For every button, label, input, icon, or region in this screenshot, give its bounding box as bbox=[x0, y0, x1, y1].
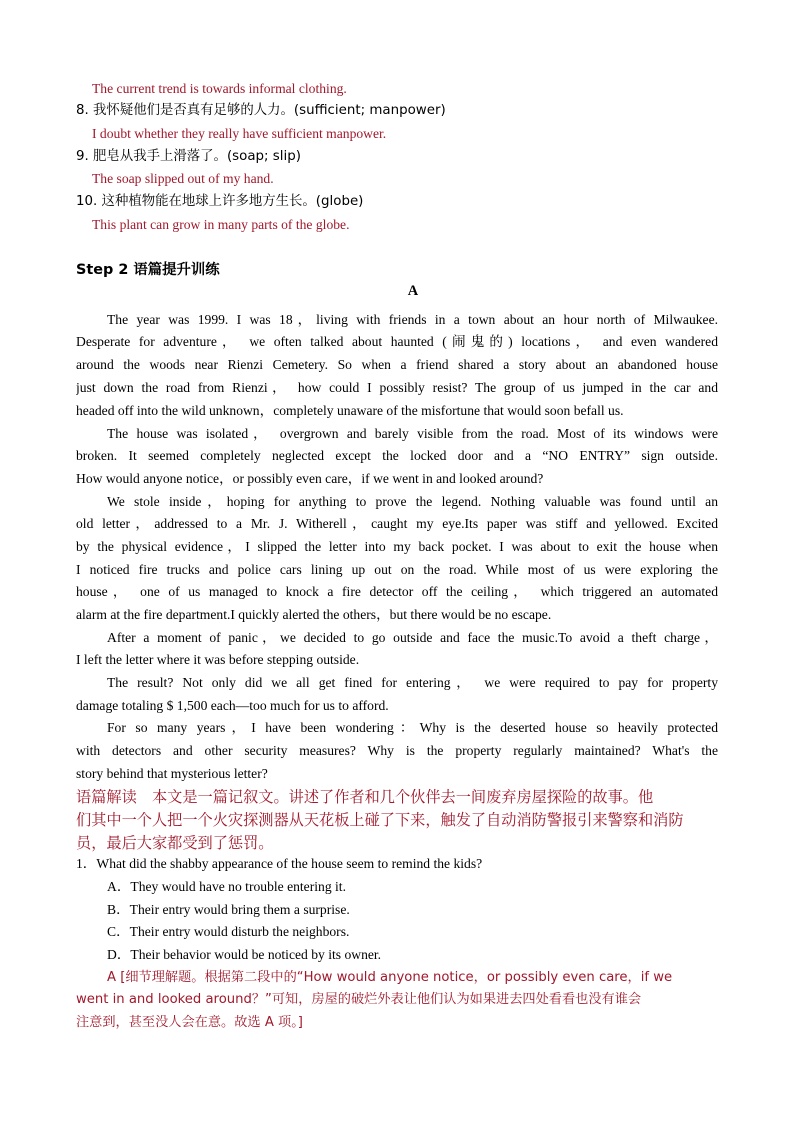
passage-line: For so many years，I have been wondering：Why is the deserted house so heavily protected bbox=[107, 720, 718, 735]
passage-line: headed off into the wild unknown，completely unaware of the misfortune that would soon befall us. bbox=[76, 403, 624, 418]
translation-prompt-8: 8. 我怀疑他们是否真有足够的人力。(sufficient; manpower) bbox=[76, 103, 446, 118]
option-a: A．They would have no trouble entering it. bbox=[107, 879, 346, 894]
analysis-line-2: 们其中一个人把一个火灾探测器从天花板上碰了下来，触发了自动消防警报引来警察和消防 bbox=[76, 811, 684, 829]
translation-answer-8: I doubt whether they really have sufficient manpower. bbox=[92, 126, 387, 141]
passage-line: by the physical evidence，I slipped the letter into my back pocket. I was about to exit the house when bbox=[76, 539, 718, 554]
option-b: B．Their entry would bring them a surprise. bbox=[107, 902, 350, 917]
passage-line: The house was isolated， overgrown and barely visible from the road. Most of its windows were bbox=[107, 426, 718, 441]
question-stem: 1．What did the shabby appearance of the house seem to remind the kids? bbox=[76, 856, 483, 871]
translation-prompt-9: 9. 肥皂从我手上滑落了。(soap; slip) bbox=[76, 149, 301, 164]
passage-line: After a moment of panic，we decided to go outside and face the music.To avoid a theft charge， bbox=[107, 630, 718, 645]
translation-answer-9: The soap slipped out of my hand. bbox=[92, 171, 274, 186]
passage-line: around the woods near Rienzi Cemetery. So when a friend shared a story about an abandoned house bbox=[76, 357, 718, 372]
passage-line: The year was 1999. I was 18，living with friends in a town about an hour north of Milwaukee. bbox=[107, 312, 718, 327]
passage-line: story behind that mysterious letter? bbox=[76, 766, 268, 781]
passage-label: A bbox=[407, 283, 419, 299]
passage-line: broken. It seemed completely neglected except the locked door and a “NO ENTRY” sign outside. bbox=[76, 448, 718, 463]
answer-line-2: went in and looked around？”可知，房屋的破烂外表让他们认为如果进去四处看看也没有谁会 bbox=[76, 992, 642, 1007]
answer-line-1: A [细节理解题。根据第二段中的“How would anyone notice，or possibly even care，if we bbox=[107, 970, 673, 985]
passage-line: How would anyone notice，or possibly even care，if we went in and looked around? bbox=[76, 471, 544, 486]
answer-line-3: 注意到，甚至没人会在意。故选 A 项。] bbox=[76, 1015, 303, 1030]
passage-line: old letter，addressed to a Mr. J. Witherell，caught my eye.Its paper was stiff and yellowed. Excited bbox=[76, 516, 718, 531]
option-c: C．Their entry would disturb the neighbors. bbox=[107, 924, 350, 939]
translation-prompt-10: 10. 这种植物能在地球上许多地方生长。(globe) bbox=[76, 194, 364, 209]
passage-line: We stole inside，hoping for anything to prove the legend. Nothing valuable was found until an bbox=[107, 494, 718, 509]
passage-line: The result? Not only did we all get fined for entering， we were required to pay for property bbox=[107, 675, 718, 690]
prev-answer: The current trend is towards informal clothing. bbox=[92, 81, 347, 96]
analysis-line-3: 员，最后大家都受到了惩罚。 bbox=[76, 834, 274, 852]
passage-line: with detectors and other security measures? Why is the property regularly maintained? What's the bbox=[76, 743, 718, 758]
passage-line: house， one of us managed to knock a fire detector off the ceiling， which triggered an automated bbox=[76, 584, 718, 599]
translation-answer-10: This plant can grow in many parts of the globe. bbox=[92, 217, 350, 232]
passage-line: I left the letter where it was before stepping outside. bbox=[76, 652, 360, 667]
passage-line: Desperate for adventure， we often talked about haunted (闹鬼的) locations， and even wandered bbox=[76, 334, 718, 349]
passage-line: alarm at the fire department.I quickly alerted the others，but there would be no escape. bbox=[76, 607, 552, 622]
option-d: D．Their behavior would be noticed by its owner. bbox=[107, 947, 382, 962]
step-title: Step 2 语篇提升训练 bbox=[76, 262, 220, 278]
passage-line: just down the road from Rienzi， how could I possibly resist? The group of us jumped in the car and bbox=[76, 380, 718, 395]
analysis-line-1: 语篇解读 本文是一篇记叙文。讲述了作者和几个伙伴去一间废弃房屋探险的故事。他 bbox=[76, 788, 654, 806]
passage-line: damage totaling $ 1,500 each—too much for us to afford. bbox=[76, 698, 389, 713]
passage-line: I noticed fire trucks and police cars lining up out on the road. While most of us were exploring the bbox=[76, 562, 718, 577]
